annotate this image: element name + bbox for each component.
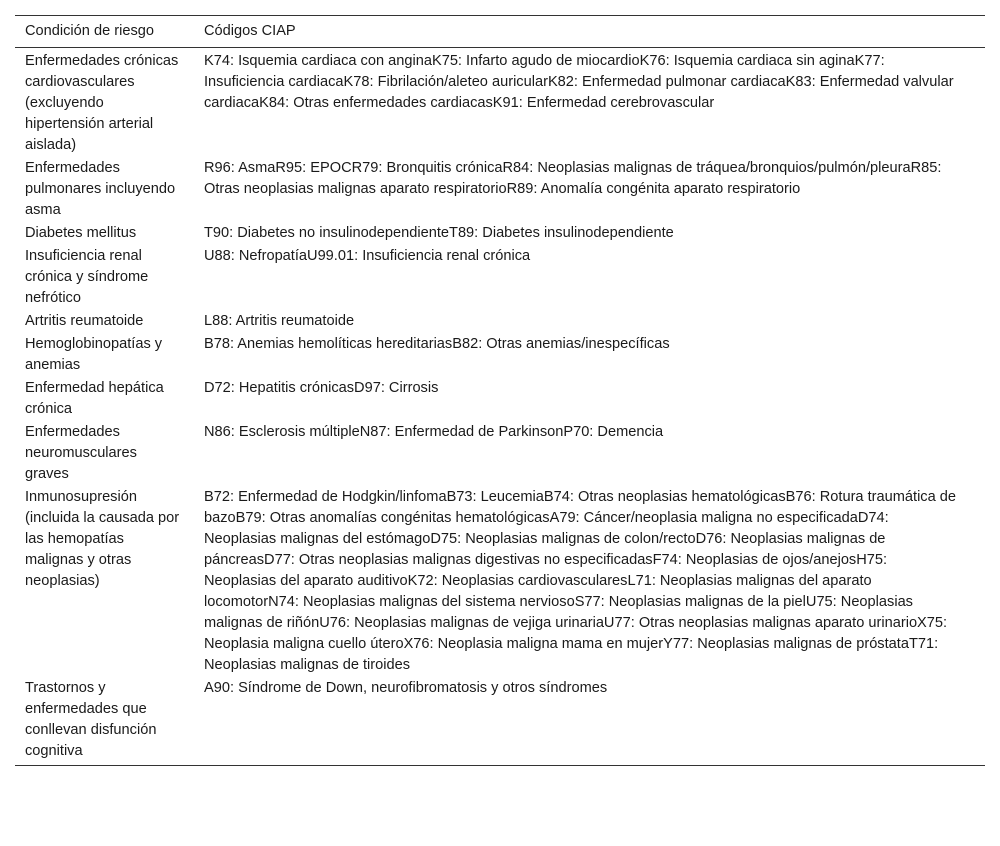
- condition-cell: Inmunosupresión (incluida la causada por las hemopatías malignas y otras neoplasias): [25, 489, 180, 589]
- codes-cell: T90: Diabetes no insulinodependienteT89: Diabetes insulinodependiente: [204, 225, 674, 241]
- condition-cell: Enfermedad hepática crónica: [25, 380, 164, 417]
- condition-cell: Diabetes mellitus: [25, 225, 137, 241]
- codes-cell: A90: Síndrome de Down, neurofibromatosis y otros síndromes: [204, 680, 608, 696]
- codes-cell: R96: AsmaR95: EPOCR79: Bronquitis crónicaR84: Neoplasias malignas de tráquea/bronquios/pulmón/pleuraR85: Otras neoplasias malignas aparato respiratorioR89: Anomalía congénita aparato respiratorio: [204, 160, 942, 197]
- table-row: [15, 486, 985, 677]
- condition-cell: Hemoglobinopatías y anemias: [25, 336, 163, 373]
- table-header: [15, 16, 985, 48]
- risk-conditions-table: [15, 15, 985, 766]
- header-row: [15, 16, 985, 48]
- header-codes: Códigos CIAP: [204, 23, 296, 39]
- table-row: [15, 333, 985, 377]
- table-row: [15, 157, 985, 222]
- table-row: [15, 245, 985, 310]
- codes-cell: U88: NefropatíaU99.01: Insuficiencia renal crónica: [204, 248, 531, 264]
- table-row: [15, 48, 985, 158]
- condition-cell: Artritis reumatoide: [25, 313, 144, 329]
- table-row: [15, 310, 985, 333]
- table-body: [15, 48, 985, 766]
- codes-cell: B72: Enfermedad de Hodgkin/linfomaB73: LeucemiaB74: Otras neoplasias hematológicasB76: Rotura traumática de bazoB79: Otras anomalías congénitas hematológicasA79: Cáncer/neoplasia maligna no especificadaD74: Neoplasias malignas del estómagoD75: Neoplasias malignas de colon/rectoD76: Neoplasias malignas de páncreasD77: Otras neoplasias malignas digestivas no especificadasF74: Neoplasias de ojos/anejosH75: Neoplasias del aparato auditivoK72: Neoplasias cardiovascularesL71: Neoplasias malignas del aparato locomotorN74: Neoplasias malignas del sistema nerviosoS77: Neoplasias malignas de la pielU75: Neoplasias malignas de riñónU76: Neoplasias malignas de vejiga urinariaU77: Otras neoplasias malignas aparato urinarioX75: Neoplasia maligna cuello úteroX76: Neoplasia maligna mama en mujerY77: Neoplasias malignas de próstataT71: Neoplasias malignas de tiroides: [204, 489, 957, 673]
- table-row: [15, 222, 985, 245]
- condition-cell: Enfermedades pulmonares incluyendo asma: [25, 160, 176, 218]
- codes-cell: B78: Anemias hemolíticas hereditariasB82: Otras anemias/inespecíficas: [204, 336, 670, 352]
- condition-cell: Enfermedades crónicas cardiovasculares (excluyendo hipertensión arterial aislada): [25, 53, 179, 153]
- table-row: [15, 377, 985, 421]
- table-row: [15, 421, 985, 486]
- condition-cell: Insuficiencia renal crónica y síndrome nefrótico: [25, 248, 149, 306]
- table-row: [15, 677, 985, 766]
- risk-conditions-table-container: [15, 15, 985, 766]
- codes-cell: N86: Esclerosis múltipleN87: Enfermedad de ParkinsonP70: Demencia: [204, 424, 664, 440]
- condition-cell: Enfermedades neuromusculares graves: [25, 424, 137, 482]
- codes-cell: K74: Isquemia cardiaca con anginaK75: Infarto agudo de miocardioK76: Isquemia cardiaca sin aginaK77: Insuficiencia cardiacaK78: Fibrilación/aleteo auricularK82: Enfermedad pulmonar cardiacaK83: Enfermedad valvular cardiacaK84: Otras enfermedades cardiacasK91: Enfermedad cerebrovascular: [204, 53, 954, 111]
- codes-cell: D72: Hepatitis crónicasD97: Cirrosis: [204, 380, 439, 396]
- condition-cell: Trastornos y enfermedades que conllevan disfunción cognitiva: [25, 680, 157, 759]
- codes-cell: L88: Artritis reumatoide: [204, 313, 355, 329]
- header-condition: Condición de riesgo: [25, 23, 154, 39]
